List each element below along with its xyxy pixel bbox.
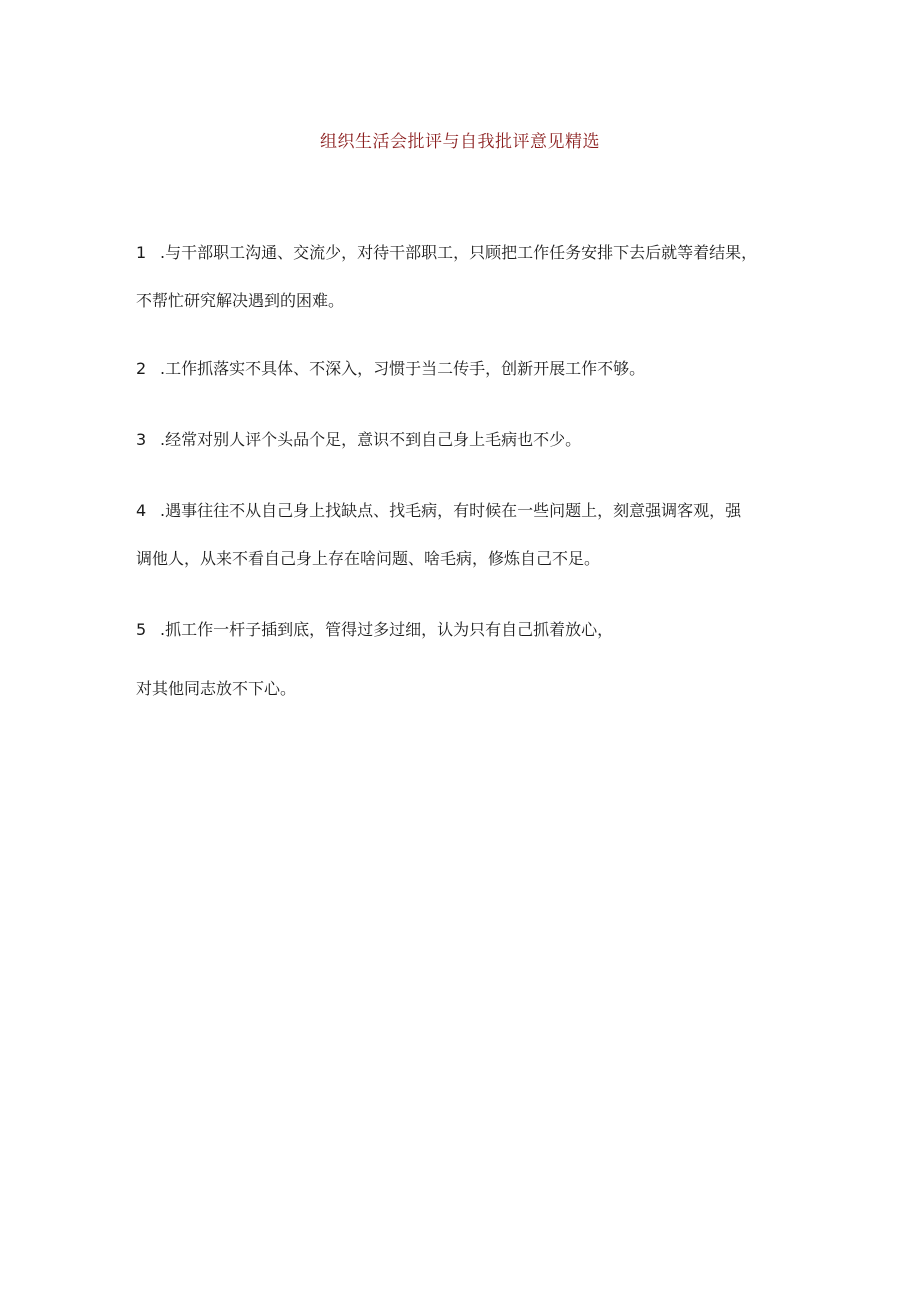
item-4-line-1 [136,499,741,523]
item-5-text: .抓工作一杆子插到底，管得过多过细，认为只有自己抓着放心， [160,620,614,639]
item-5-number: 5 [136,620,147,639]
item-3-text: .经常对别人评个头品个足，意识不到自己身上毛病也不少。 [160,430,582,449]
item-5-line-2: 对其他同志放不下心。 [136,679,297,698]
item-2-number: 2 [136,359,147,378]
item-1-number: 1 [136,243,147,262]
document-title: 组织生活会批评与自我批评意见精选 [320,132,600,152]
item-4-line-2: 调他人，从来不看自己身上存在啥问题、啥毛病，修炼自己不足。 [136,549,601,568]
item-5-line-1 [136,618,613,642]
item-4-text: .遇事往往不从自己身上找缺点、找毛病，有时候在一些问题上，刻意强调客观，强 [160,501,742,520]
item-3-number: 3 [136,430,147,449]
item-1-line-1 [136,241,757,265]
item-2-line-1 [136,357,645,381]
item-2-text: .工作抓落实不具体、不深入，习惯于当二传手，创新开展工作不够。 [160,359,646,378]
item-1-text: .与干部职工沟通、交流少，对待干部职工，只顾把工作任务安排下去后就等着结果， [160,243,758,262]
item-4-number: 4 [136,501,147,520]
item-3-line-1 [136,428,581,452]
item-1-line-2: 不帮忙研究解决遇到的困难。 [136,291,345,310]
